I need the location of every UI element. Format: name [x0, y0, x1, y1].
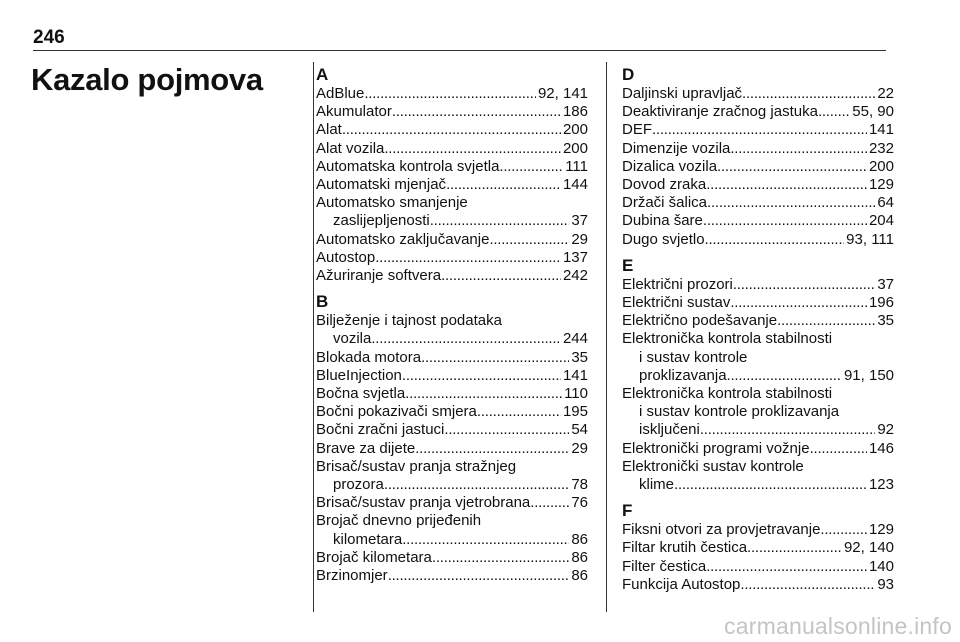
index-entry-page: 93, 111 — [846, 230, 894, 248]
index-entry-term: Akumulator — [316, 103, 392, 121]
dot-leader — [700, 421, 875, 439]
watermark: carmanualsonline.info — [724, 613, 952, 639]
index-entry-term: Brzinomjer — [316, 567, 388, 585]
index-entry-page: 137 — [562, 248, 588, 266]
index-entry — [316, 549, 588, 567]
index-entry-term: Dizalica vozila — [622, 157, 718, 175]
index-entry-term: Alat vozila — [316, 139, 385, 157]
index-entry-page: 35 — [877, 312, 894, 330]
index-entry — [316, 385, 588, 403]
index-entry — [316, 567, 588, 585]
index-entry — [316, 212, 588, 230]
index-entry — [622, 476, 894, 494]
index-entry — [316, 121, 588, 139]
dot-leader — [820, 521, 867, 539]
index-entry-page: 111 — [565, 157, 588, 175]
index-entry-page: 37 — [877, 275, 894, 293]
index-entry — [316, 476, 588, 494]
dot-leader — [477, 403, 561, 421]
index-entry-term: Daljinski upravljač — [622, 85, 743, 102]
index-entry-term: Alat — [316, 121, 342, 139]
index-entry-term: AdBlue — [316, 85, 365, 102]
index-entry-page: 54 — [571, 421, 588, 439]
dot-leader — [705, 231, 845, 249]
index-entry — [622, 521, 894, 539]
index-entry — [316, 249, 588, 267]
index-entry-term: Automatska kontrola svjetla — [316, 157, 500, 175]
index-entry — [316, 103, 588, 121]
index-letter-heading: E — [622, 255, 634, 275]
index-entry-page: 86 — [571, 567, 588, 585]
dot-leader — [674, 476, 867, 494]
index-entry — [622, 576, 894, 594]
index-entry-page: 93 — [877, 575, 894, 593]
index-entry — [316, 421, 588, 439]
index-entry — [622, 231, 894, 249]
index-entry-page: 37 — [571, 212, 588, 230]
dot-leader — [402, 531, 569, 549]
dot-leader — [405, 385, 562, 403]
dot-leader — [421, 349, 569, 367]
index-entry — [316, 330, 588, 348]
index-entry-page: 129 — [868, 521, 894, 539]
index-entry-page: 232 — [868, 139, 894, 157]
index-column-d-f — [622, 64, 894, 594]
index-entry-term: Fiksni otvori za provjetravanje — [622, 521, 821, 539]
index-entry-page: 242 — [562, 267, 588, 285]
index-entry-term: Funkcija Autostop — [622, 575, 741, 593]
index-entry-term: Dubina šare — [622, 212, 703, 230]
dot-leader — [730, 294, 867, 312]
index-entry-term: Ažuriranje softvera — [316, 267, 442, 285]
dot-leader — [706, 558, 867, 576]
index-entry-page: 200 — [562, 139, 588, 157]
dot-leader — [384, 140, 561, 158]
index-entry — [316, 231, 588, 249]
index-entry-term: Autostop — [316, 248, 376, 266]
dot-leader — [415, 440, 569, 458]
index-entry-page: 196 — [868, 294, 894, 312]
index-entry-term: Bočni pokazivači smjera — [316, 403, 477, 421]
index-entry-continuation: Elektronička kontrola stabilnosti — [622, 385, 833, 403]
index-entry-page: 204 — [868, 212, 894, 230]
index-entry-term: klime — [639, 476, 675, 494]
index-entry — [316, 140, 588, 158]
index-entry-page: 146 — [868, 439, 894, 457]
index-entry-term: Dugo svjetlo — [622, 230, 705, 248]
dot-leader — [733, 276, 875, 294]
index-entry — [622, 276, 894, 294]
index-entry-term: Brojač kilometara — [316, 548, 432, 566]
index-entry-continuation: Brojač dnevno prijeđenih — [316, 512, 482, 530]
dot-leader — [740, 576, 875, 594]
index-entry — [622, 294, 894, 312]
index-entry — [316, 349, 588, 367]
dot-leader — [730, 140, 867, 158]
index-entry-term: Filtar krutih čestica — [622, 539, 748, 557]
index-column-a-b — [316, 64, 588, 585]
index-entry-continuation: Brisač/sustav pranja stražnjeg — [316, 457, 517, 475]
header-rule — [33, 50, 886, 51]
index-entry-term: Električni prozori — [622, 275, 733, 293]
dot-leader — [432, 549, 569, 567]
dot-leader — [742, 85, 875, 103]
dot-leader — [441, 267, 561, 285]
index-entry-term: Brave za dijete — [316, 439, 416, 457]
index-entry-term: Držači šalica — [622, 194, 708, 212]
index-entry-term: Automatsko zaključavanje — [316, 230, 490, 248]
index-letter-heading: D — [622, 65, 635, 84]
index-entry — [316, 403, 588, 421]
index-letter-heading: B — [316, 292, 329, 312]
index-entry — [316, 85, 588, 103]
index-entry — [622, 194, 894, 212]
index-entry-term: Deaktiviranje zračnog jastuka — [622, 103, 818, 121]
index-entry-page: 35 — [571, 348, 588, 366]
index-entry-term: Filter čestica — [622, 557, 707, 575]
index-entry-term: Brisač/sustav pranja vjetrobrana — [316, 494, 531, 512]
index-entry — [316, 267, 588, 285]
index-entry-page: 86 — [571, 530, 588, 548]
index-entry-term: Električno podešavanje — [622, 312, 778, 330]
column-divider — [313, 62, 314, 612]
index-entry-term: BlueInjection — [316, 366, 402, 384]
index-entry-continuation: i sustav kontrole proklizavanja — [639, 403, 840, 421]
index-entry — [622, 212, 894, 230]
dot-leader — [706, 176, 867, 194]
index-entry-term: Blokada motora — [316, 348, 422, 366]
index-entry — [622, 103, 894, 121]
index-entry-page: 186 — [562, 103, 588, 121]
index-entry-term: Bočni zračni jastuci — [316, 421, 445, 439]
dot-leader — [489, 231, 569, 249]
dot-leader — [703, 212, 867, 230]
index-letter-heading: F — [622, 501, 633, 521]
index-letter-heading: A — [316, 65, 329, 84]
index-entry-page: 78 — [571, 476, 588, 494]
index-entry-page: 55, 90 — [852, 103, 894, 121]
index-entry-page: 129 — [868, 176, 894, 194]
dot-leader — [652, 121, 867, 139]
index-entry-term: Dovod zraka — [622, 176, 707, 194]
dot-leader — [707, 194, 875, 212]
index-entry-page: 91, 150 — [843, 366, 894, 384]
index-entry-term: Automatski mjenjač — [316, 176, 447, 194]
index-entry — [622, 421, 894, 439]
index-entry — [316, 494, 588, 512]
index-entry-page: 195 — [562, 403, 588, 421]
index-entry — [622, 121, 894, 139]
index-entry-term: DEF — [622, 121, 652, 139]
index-entry-page: 200 — [868, 157, 894, 175]
index-entry-page: 64 — [877, 194, 894, 212]
dot-leader — [727, 367, 842, 385]
index-entry-page: 92, 140 — [843, 539, 894, 557]
index-entry-term: prozora — [333, 476, 384, 494]
dot-leader — [375, 249, 561, 267]
dot-leader — [342, 121, 561, 139]
index-entry-page: 141 — [868, 121, 894, 139]
column-divider — [606, 62, 607, 612]
index-entry-term: Elektronički programi vožnje — [622, 439, 810, 457]
index-entry — [622, 158, 894, 176]
index-entry-page: 140 — [868, 557, 894, 575]
index-entry-page: 22 — [877, 85, 894, 102]
index-entry — [622, 367, 894, 385]
dot-leader — [430, 212, 570, 230]
index-entry-term: Bočna svjetla — [316, 385, 406, 403]
index-entry-page: 29 — [571, 439, 588, 457]
index-entry-page: 141 — [562, 366, 588, 384]
index-entry-continuation: Bilježenje i tajnost podataka — [316, 312, 502, 330]
index-entry-continuation: Elektronički sustav kontrole — [622, 457, 804, 475]
index-entry-page: 92 — [877, 421, 894, 439]
dot-leader — [747, 539, 842, 557]
index-entry — [316, 367, 588, 385]
index-entry — [622, 312, 894, 330]
index-entry-page: 123 — [868, 476, 894, 494]
index-entry-term: vozila — [333, 330, 372, 348]
index-entry-page: 110 — [564, 385, 588, 403]
index-entry — [622, 140, 894, 158]
index-entry — [316, 158, 588, 176]
index-entry — [316, 531, 588, 549]
index-entry-page: 144 — [562, 176, 588, 194]
index-entry — [316, 440, 588, 458]
index-entry-term: Dimenzije vozila — [622, 139, 731, 157]
index-entry-continuation: Elektronička kontrola stabilnosti — [622, 330, 833, 348]
dot-leader — [402, 367, 561, 385]
dot-leader — [444, 421, 569, 439]
index-entry-page: 76 — [571, 494, 588, 512]
page-title: Kazalo pojmova — [31, 62, 263, 97]
index-entry-term: isključeni — [639, 421, 700, 439]
index-entry — [622, 558, 894, 576]
index-entry — [316, 176, 588, 194]
index-entry-term: zaslijepljenosti — [333, 212, 430, 230]
index-entry-continuation: Automatsko smanjenje — [316, 194, 468, 212]
index-entry — [622, 176, 894, 194]
index-entry-page: 92, 141 — [537, 85, 588, 102]
dot-leader — [384, 476, 569, 494]
dot-leader — [371, 330, 561, 348]
dot-leader — [810, 440, 867, 458]
index-entry — [622, 440, 894, 458]
dot-leader — [530, 494, 569, 512]
index-entry-term: Električni sustav — [622, 294, 731, 312]
dot-leader — [818, 103, 850, 121]
page-number: 246 — [33, 27, 65, 48]
index-entry-term: kilometara — [333, 530, 403, 548]
dot-leader — [446, 176, 561, 194]
index-entry-term: proklizavanja — [639, 366, 727, 384]
dot-leader — [499, 158, 563, 176]
index-entry-page: 244 — [562, 330, 588, 348]
dot-leader — [717, 158, 867, 176]
dot-leader — [388, 567, 570, 585]
index-entry-page: 86 — [571, 548, 588, 566]
dot-leader — [364, 85, 536, 103]
index-entry-page: 29 — [571, 230, 588, 248]
dot-leader — [777, 312, 875, 330]
index-entry-page: 200 — [562, 121, 588, 139]
dot-leader — [392, 103, 561, 121]
index-entry — [622, 539, 894, 557]
index-entry — [622, 85, 894, 103]
index-entry-continuation: i sustav kontrole — [639, 348, 748, 366]
